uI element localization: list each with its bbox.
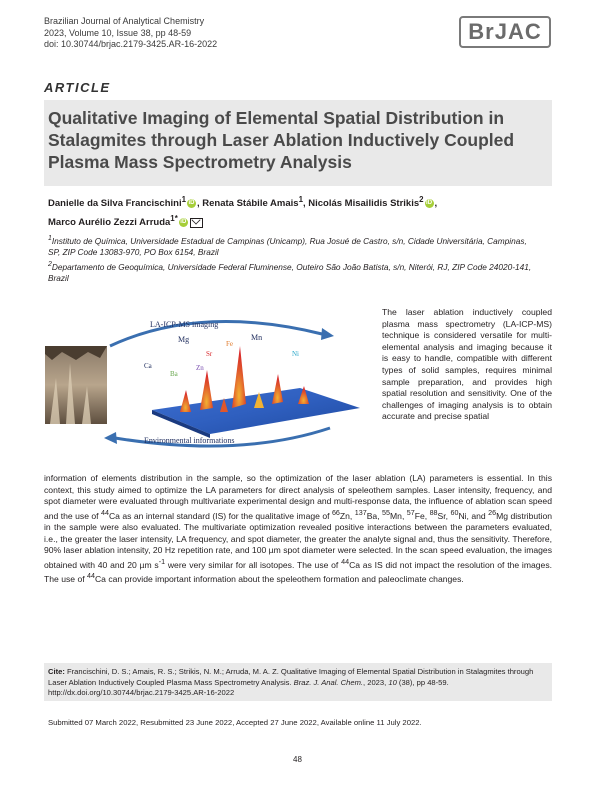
citation-doi-link[interactable]: (38), pp 48-59. http://dx.doi.org/10.30744/brjac.2179-3425.AR-16-2022 [48, 677, 449, 698]
element-label-ba: Ba [170, 370, 178, 378]
isotope-sup: 60 [450, 508, 459, 517]
author-list: Danielle da Silva Francischini$^1$ iD , Renata Stábile Amais$^1$, Nicolás Misailidis Strikis$^2$ iD , Marco Aurélio Zezzi Arruda$^{1*}$ iD [48, 195, 438, 229]
affiliation-text: Departamento de Geoquímica, Universidade Federal Fluminense, Outeiro São João Batista, s/n, Niterói, RJ, ZIP Code 24020-141, Brazil [48, 261, 532, 284]
author-name: Marco Aurélio Zezzi Arruda [48, 217, 171, 229]
affiliation-2 [48, 259, 538, 285]
isotope-sup: 137 [354, 508, 367, 517]
journal-name: Brazilian Journal of Analytical Chemistry [44, 16, 205, 26]
abstract-fragment: Sr, [437, 510, 451, 521]
affiliation-text: Instituto de Química, Universidade Estadual de Campinas (Unicamp), Rua Josué de Castro, s/n, Cidade Universitária, Campinas, SP, ZIP Code 13083-970, PO Box 6154, Brazil [48, 235, 527, 258]
top-arrowhead [321, 328, 334, 340]
submission-dates: Submitted 07 March 2022, Resubmitted 23 June 2022, Accepted 27 June 2022, Available online 11 July 2022. [48, 718, 422, 727]
peak-mn [232, 346, 246, 408]
affiliation-sup: 1 [48, 235, 52, 242]
author-affil-sup: 2 [419, 195, 424, 204]
citation-volume: 10 [388, 677, 397, 687]
brjac-logo: BrJAC [459, 16, 551, 48]
abstract-fragment: information of elements distribution in the sample, so the optimization of the laser ablation (LA) parameters is essential. In this context, this study aimed to optimize the LA parameters for direct analysis of speleothem samples. Laser intensity, frequency, and spot diameter were evaluated through multivariate experimental design and multi-response data, the influence of ablation scan speed and the use of [44, 473, 552, 521]
orcid-icon[interactable]: iD [180, 219, 187, 226]
orcid-icon[interactable]: iD [188, 200, 195, 207]
author-name: Renata Stábile Amais [202, 198, 299, 210]
top-label: LA-ICP-MS imaging [150, 320, 219, 329]
citation [48, 667, 548, 699]
citation-label: Cite: [48, 667, 65, 676]
abstract-fragment: were very similar for all isotopes. The use of [165, 559, 342, 570]
element-label-zn: Zn [196, 364, 204, 372]
isotope-sup: 57 [406, 508, 415, 517]
abstract-fragment: Fe, [414, 510, 430, 521]
isotope-sup: 44 [87, 572, 95, 581]
element-label-fe: Fe [226, 340, 233, 348]
author-affil-sup: 1* [170, 214, 178, 224]
graphical-abstract [40, 308, 373, 455]
isotope-sup: 88 [429, 508, 438, 517]
abstract-fragment: Ni, and [458, 510, 489, 521]
citation-journal: Braz. J. Anal. Chem. [293, 677, 364, 687]
element-label-mg: Mg [178, 335, 190, 344]
abstract-fragment: Ca as an internal standard (IS) for the qualitative image of [108, 510, 332, 521]
journal-header [44, 16, 217, 51]
page-number: 48 [293, 755, 302, 764]
element-label-mn: Mn [251, 333, 263, 342]
element-label-ni: Ni [292, 350, 299, 358]
abstract-fragment: Mg distribution in the sample were also evaluated. The multivariate optimization revealed positive interactions between the parameters evaluated, i.e., the greater the laser intensity, LA frequency, and spot diameter, the greater the analyte signal and, thus the sensitivity. Therefore, 90% laser ablation intensity, 20 Hz repetition rate, and 100 µm spot diameter were selected. In the scan speed evaluation, the images obtained with 40 and 20 µm s [44, 510, 553, 570]
bottom-arrowhead [104, 432, 117, 444]
journal-doi: doi: 10.30744/brjac.2179-3425.AR-16-2022 [44, 39, 218, 49]
citation-text: Francischini, D. S.; Amais, R. S.; Strikis, N. M.; Arruda, M. A. Z. Qualitative Imaging of Elemental Spatial Distribution in Stalagmites through Laser Ablation Inductively Coupled Plasma Mass Spectrometry Analysis. [48, 667, 534, 687]
author-name: Nicolás Misailidis Strikis [308, 198, 420, 210]
section-label: ARTICLE [44, 80, 111, 95]
article-title: Qualitative Imaging of Elemental Spatial Distribution in Stalagmites through Laser Ablation Inductively Coupled Plasma Mass Spectrometry Analysis [48, 108, 515, 172]
abstract-column-text: The laser ablation inductively coupled plasma mass spectrometry (LA-ICP-MS) technique is considered versatile for multi-elemental analysis and imaging because it is easy to handle, compatible with different types of solid samples, requires minimal sample preparation, and provides high spatial resolution and sensitivity. One of the challenges of imaging analysis is to obtain accurate and precise spatial [382, 307, 552, 422]
abstract-text [44, 473, 552, 586]
affiliation-sup: 2 [48, 261, 52, 268]
isotope-sup: 66 [331, 508, 340, 517]
author-name: Danielle da Silva Francischini [48, 198, 182, 210]
element-label-sr: Sr [206, 350, 213, 358]
isotope-sup: 44 [101, 508, 109, 517]
affiliation-1 [48, 233, 538, 259]
abstract-fragment: Ca can provide important information about the speleothem formation and paleoclimate changes. [94, 574, 464, 585]
element-label-ca: Ca [144, 362, 152, 370]
unit-sup: -1 [158, 558, 166, 567]
isotope-sup: 26 [488, 508, 497, 517]
abstract-fragment: Ca as IS did not impact the resolution of the images. The use of [44, 559, 553, 585]
peak-fe [272, 374, 283, 404]
abstract-fragment: Ba, [366, 510, 383, 521]
citation-text: , 2023, [363, 677, 389, 687]
peak-sr [200, 370, 213, 410]
journal-issue: 2023, Volume 10, Issue 38, pp 48-59 [44, 27, 192, 38]
isotope-sup: 44 [341, 558, 350, 567]
peak-small-1 [180, 390, 191, 412]
abstract-fragment: Mn, [390, 510, 407, 521]
orcid-icon[interactable]: iD [426, 200, 433, 207]
isotope-sup: 55 [382, 508, 390, 517]
author-affil-sup: 1 [181, 195, 186, 204]
email-icon[interactable] [190, 218, 203, 228]
bottom-label: Environmental informations [144, 436, 235, 445]
author-affil-sup: 1 [298, 195, 303, 204]
abstract-fragment: Zn, [339, 510, 355, 521]
